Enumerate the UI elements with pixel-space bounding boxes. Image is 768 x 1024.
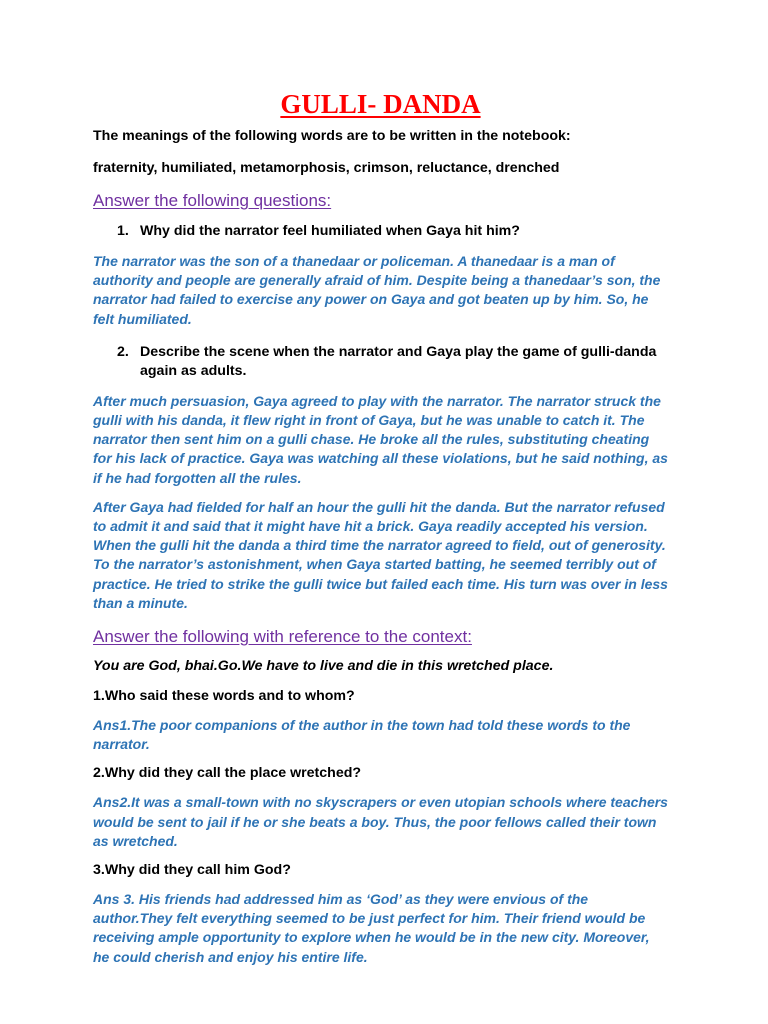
reference-answer-1: Ans1.The poor companions of the author in the town had told these words to the narrator. <box>93 717 631 753</box>
vocabulary-words: fraternity, humiliated, metamorphosis, crimson, reluctance, drenched <box>93 160 560 176</box>
reference-answer-2: Ans2.It was a small-town with no skyscrapers or even utopian schools where teachers would be sent to jail if he or she beats a boy. Thus, the poor fellows called their town as wretched. <box>93 794 668 849</box>
section-heading-reference: Answer the following with reference to the context: <box>93 627 472 647</box>
question-1 <box>93 222 668 241</box>
question-2 <box>93 343 668 381</box>
question-text: Why did the narrator feel humiliated when Gaya hit him? <box>140 223 520 239</box>
reference-quote: You are God, bhai.Go.We have to live and die in this wretched place. <box>93 658 554 675</box>
reference-question-1: 1.Who said these words and to whom? <box>93 688 355 705</box>
question-number: 2. <box>117 343 129 360</box>
section-heading-questions: Answer the following questions: <box>93 191 332 210</box>
question-number: 1. <box>117 223 129 239</box>
reference-question-2: 2.Why did they call the place wretched? <box>93 765 362 782</box>
answer-2-paragraph-2: After Gaya had fielded for half an hour the gulli hit the danda. But the narrator refused to admit it and said that it might have hit a brick. Gaya readily accepted his version. When the gulli hit the danda a third time the narrator agreed to field, out of generosity. To the narrator’s astonishment, when Gaya started batting, he seemed terribly out of practice. He tried to strike the gulli twice but failed each time. His turn was over in less than a minute. <box>93 498 668 611</box>
vocabulary-instruction: The meanings of the following words are to be written in the notebook: <box>93 128 571 144</box>
answer-2-paragraph-1: After much persuasion, Gaya agreed to play with the narrator. The narrator struck the gulli with his danda, it flew right in front of Gaya, but he was unable to catch it. The narrator then sent him on a gulli chase. He broke all the rules, substituting cheating for his lack of practice. Gaya was watching all these violations, but he said nothing, as if he had forgotten all the rules. <box>93 392 668 486</box>
reference-question-3: 3.Why did they call him God? <box>93 862 291 879</box>
page-title: GULLI- DANDA <box>280 89 481 119</box>
answer-1: The narrator was the son of a thanedaar or policeman. A thanedaar is a man of authority and people are generally afraid of him. Despite being a thanedaar’s son, the narrator had failed to exercise any power on Gaya and got beaten up by him. So, he felt humiliated. <box>93 253 661 327</box>
question-text: Describe the scene when the narrator and Gaya play the game of gulli-danda again as adults. <box>140 343 657 379</box>
reference-answer-3: Ans 3. His friends had addressed him as ‘God’ as they were envious of the author.They felt everything seemed to be just perfect for him. Their friend would be receiving ample opportunity to explore when he would be in the new city. Moreover, he could cherish and enjoy his entire life. <box>93 891 650 965</box>
